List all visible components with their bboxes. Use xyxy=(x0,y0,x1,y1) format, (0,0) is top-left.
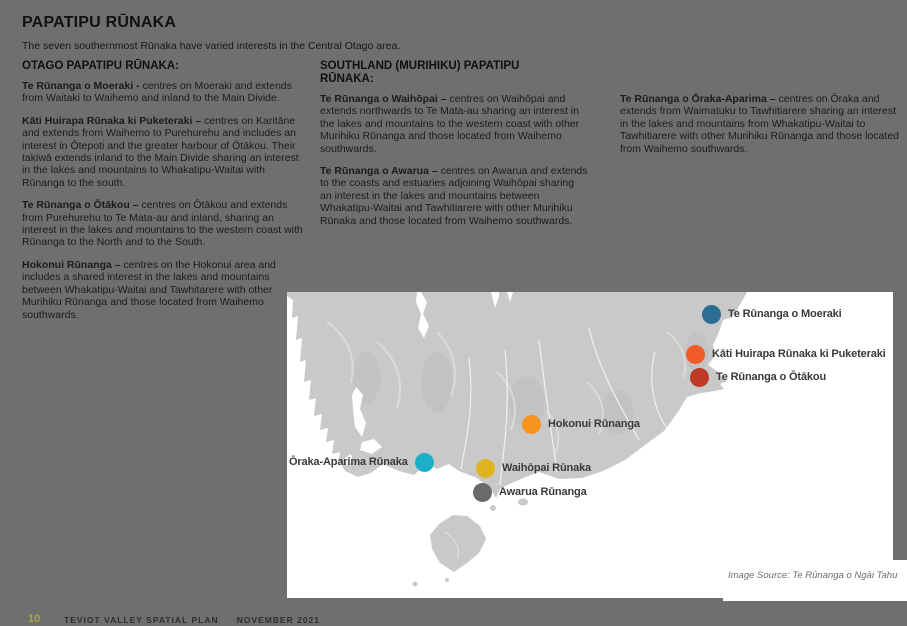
runaka-paragraph xyxy=(22,199,304,249)
footer-doc-title: TEVIOT VALLEY SPATIAL PLAN xyxy=(64,615,219,625)
column-header-southland: SOUTHLAND (MURIHIKU) PAPATIPU RŪNAKA: xyxy=(320,60,520,85)
caption-bar xyxy=(723,560,907,601)
runaka-paragraph xyxy=(320,93,588,155)
marker-dot-moeraki xyxy=(702,305,721,324)
map-marker-otakou xyxy=(690,367,826,387)
image-source-caption: Image Source: Te Rūnanga o Ngāi Tahu xyxy=(728,570,898,581)
paragraph-body: centres on the Hokonui area and includes a shared interest in the lakes and mountains between Whakatipu-Waitai and Tawhitarere with other Murihiku Rūnanga and those located from Waihemo southwards. xyxy=(22,258,276,321)
marker-dot-otakou xyxy=(690,368,709,387)
marker-label-moeraki: Te Rūnanga o Moeraki xyxy=(728,308,842,320)
stewart-island xyxy=(430,515,486,572)
page-title: PAPATIPU RŪNAKA xyxy=(22,14,177,31)
paragraph-body: centres on Ōraka and extends from Waimatuku to Tawhitiarere sharing an interest in the lakes and mountains from Whakatipu-Waitai to Tawhitiarere with other Murihiku Rūnanga and those located from Waihemo southwards. xyxy=(620,93,899,155)
marker-label-otakou: Te Rūnanga o Ōtākou xyxy=(716,371,827,383)
map-panel xyxy=(287,292,893,598)
runaka-paragraph xyxy=(320,165,588,227)
paragraph-body: centres on Waihōpai and extends northwards to Te Mata-au sharing an interest in the lakes and mountains to the western coast with other Murihiku Rūnanga and those located from Waihemo southwards. xyxy=(320,93,580,155)
paragraph-body: centres on Ōtākou and extends from Purehurehu to Te Mata-au and inland, sharing an interest in the lakes and mountains to the western coast with Rūnanga to the North and to the South. xyxy=(22,199,303,249)
otago-column xyxy=(22,60,304,331)
marker-label-kati-huirapa: Kāti Huirapa Rūnaka ki Puketeraki xyxy=(712,348,886,360)
footer-doc-line xyxy=(64,615,320,625)
page-subtitle: The seven southernmost Rūnaka have varied interests in the Central Otago area. xyxy=(22,40,401,52)
map-marker-waihopai xyxy=(476,458,591,478)
marker-dot-oraka-aparima xyxy=(415,453,434,472)
paragraph-body: centres on Moeraki and extends from Waitaki to Waihemo and inland to the Main Divide. xyxy=(22,80,292,105)
map-marker-kati-huirapa xyxy=(686,344,886,364)
map-marker-moeraki xyxy=(702,304,842,324)
runaka-paragraph xyxy=(22,115,304,189)
runaka-paragraph xyxy=(22,80,304,105)
marker-label-waihopai: Waihōpai Rūnaka xyxy=(502,462,592,474)
marker-dot-kati-huirapa xyxy=(686,345,705,364)
footer xyxy=(0,611,907,626)
marker-label-awarua: Awarua Rūnanga xyxy=(499,486,587,498)
marker-dot-hokonui xyxy=(522,415,541,434)
oraka-column xyxy=(620,93,900,165)
runaka-paragraph xyxy=(620,93,900,155)
marker-label-hokonui: Hokonui Rūnanga xyxy=(548,418,640,430)
page-number: 10 xyxy=(28,613,41,625)
paragraph-lead: Te Rūnanga o Ōtākou – xyxy=(22,199,139,212)
paragraph-body: centres on Karitāne and extends from Waihemo to Purehurehu and includes an interest in Ōtepoti and the greater harbour of Ōtākou. Their takiwā extends inland to the Main Divide sharing an interest in the lakes and mountains to Whakatipu-Waitai with Rūnanga to the south. xyxy=(22,114,299,189)
southland-column xyxy=(320,60,588,237)
footer-date: NOVEMBER 2021 xyxy=(236,615,321,625)
paragraph-body: centres on Awarua and extends to the coasts and estuaries adjoining Waihōpai sharing an interest in the lakes and mountains between Whakatipu-Waitai and Tawhitiarere with other Murihiku Rūnaka and those located from Waihemo southwards. xyxy=(320,165,588,227)
paragraph-lead: Hokonui Rūnanga – xyxy=(22,258,121,271)
map-marker-awarua xyxy=(473,482,587,502)
paragraph-lead: Te Rūnanga o Ōraka-Aparima – xyxy=(620,93,776,105)
marker-dot-awarua xyxy=(473,483,492,502)
marker-label-oraka-aparima: Ōraka-Aparima Rūnaka xyxy=(289,456,408,468)
runaka-paragraph xyxy=(22,259,304,321)
south-island-map-image xyxy=(287,292,893,598)
paragraph-lead: Te Rūnanga o Moeraki - xyxy=(22,80,140,92)
column-header-otago: OTAGO PAPATIPU RŪNAKA: xyxy=(22,60,179,72)
paragraph-lead: Te Rūnanga o Awarua – xyxy=(320,165,438,178)
map-marker-hokonui xyxy=(522,414,640,434)
map-marker-oraka-aparima xyxy=(289,452,434,472)
paragraph-lead: Kāti Huirapa Rūnaka ki Puketeraki – xyxy=(22,114,202,127)
paragraph-lead: Te Rūnanga o Waihōpai – xyxy=(320,93,447,105)
marker-dot-waihopai xyxy=(476,459,495,478)
